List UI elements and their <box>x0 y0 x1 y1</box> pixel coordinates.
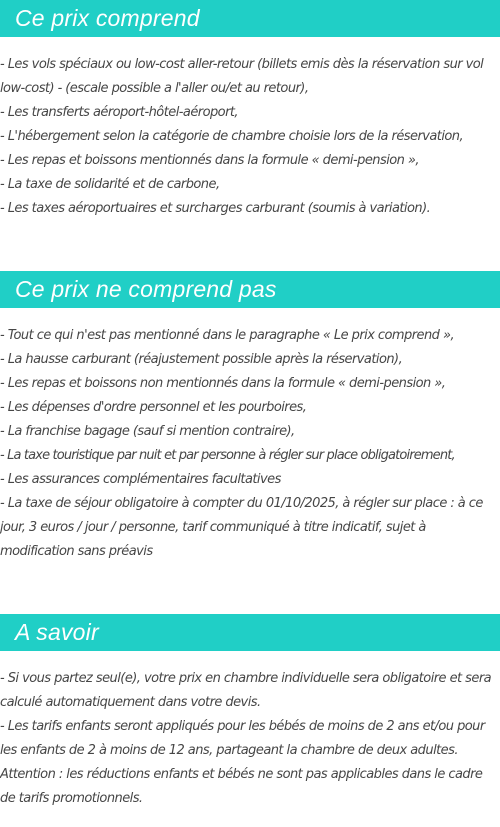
list-item: - Les transferts aéroport-hôtel-aéroport, <box>0 105 238 120</box>
list-item: - La franchise bagage (sauf si mention contraire), <box>0 424 295 439</box>
good-to-know-list <box>0 667 500 811</box>
list-item: - Les taxes aéroportuaires et surcharges carburant (soumis à variation). <box>0 201 431 216</box>
list-item: - Les repas et boissons mentionnés dans la formule « demi-pension », <box>0 153 419 168</box>
list-item: - Tout ce qui n'est pas mentionné dans le paragraphe « Le prix comprend », <box>0 328 455 343</box>
list-item: - La taxe de séjour obligatoire à compter du 01/10/2025, à régler sur place : à ce jour, 3 euros / jour / personne, tarif communiqué à titre indicatif, sujet à modification sans préavis <box>0 496 483 559</box>
list-item: - Les repas et boissons non mentionnés dans la formule « demi-pension », <box>0 376 446 391</box>
section-title-included: Ce prix comprend <box>15 5 200 31</box>
section-header-included <box>0 0 500 37</box>
list-item: - Les dépenses d'ordre personnel et les pourboires, <box>0 400 307 415</box>
list-item: - La taxe de solidarité et de carbone, <box>0 177 220 192</box>
list-item: - Les tarifs enfants seront appliqués pour les bébés de moins de 2 ans et/ou pour les enfants de 2 à moins de 12 ans, partageant la chambre de deux adultes. <box>0 719 485 758</box>
list-item: - La hausse carburant (réajustement possible après la réservation), <box>0 352 403 367</box>
section-title-good-to-know: A savoir <box>15 619 99 645</box>
list-item: - La taxe touristique par nuit et par personne à régler sur place obligatoirement, <box>0 448 455 463</box>
list-item: - Les assurances complémentaires facultatives <box>0 472 281 487</box>
section-header-not-included <box>0 271 500 308</box>
list-item: - Si vous partez seul(e), votre prix en chambre individuelle sera obligatoire et sera calculé automatiquement dans votre devis. <box>0 671 492 710</box>
section-title-not-included: Ce prix ne comprend pas <box>15 276 277 302</box>
list-item: - L'hébergement selon la catégorie de chambre choisie lors de la réservation, <box>0 129 464 144</box>
section-header-good-to-know <box>0 614 500 651</box>
not-included-list <box>0 324 500 564</box>
list-item: - Les vols spéciaux ou low-cost aller-retour (billets emis dès la réservation sur vol low-cost) - (escale possible a l'aller ou/et au retour), <box>0 57 484 96</box>
list-item: Attention : les réductions enfants et bébés ne sont pas applicables dans le cadre de tarifs promotionnels. <box>0 767 483 806</box>
included-list <box>0 53 500 221</box>
